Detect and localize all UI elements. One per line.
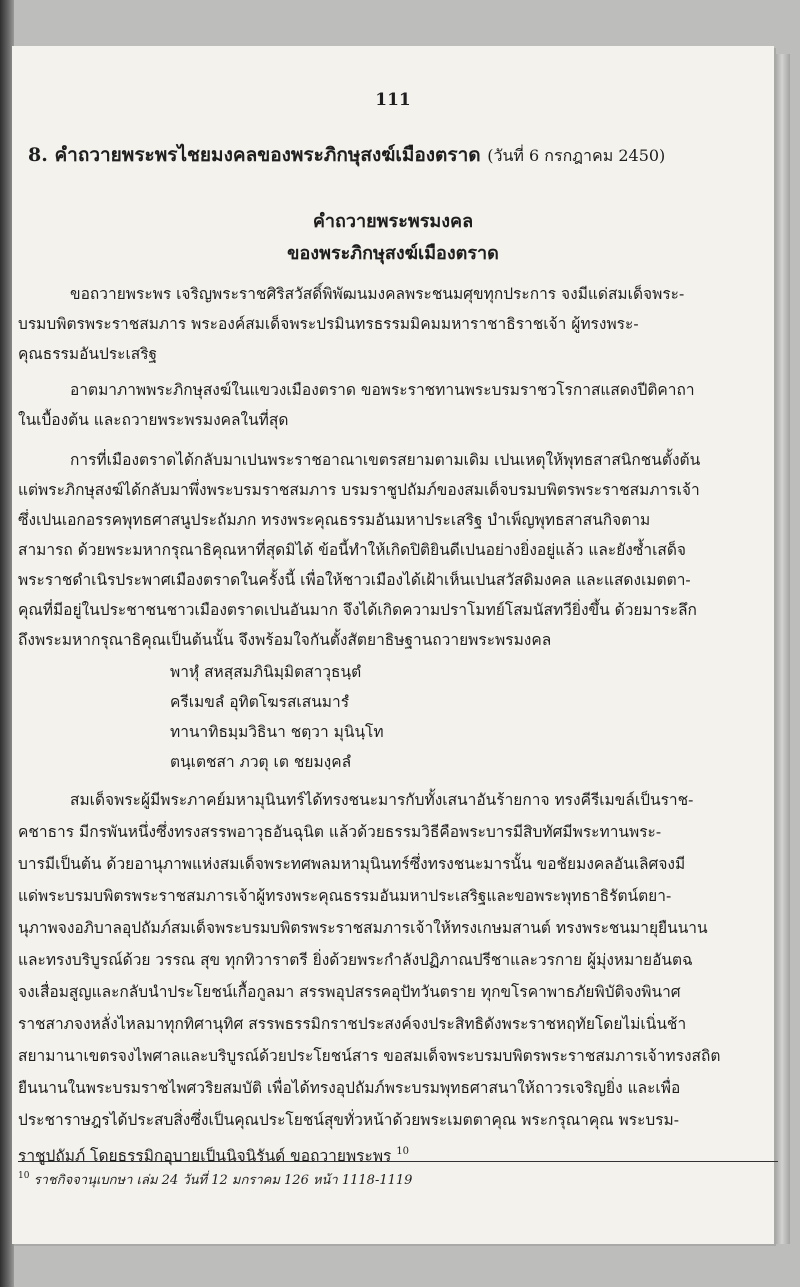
closing-line: ยืนนานในพระบรมราชไพศวริยสมบัติ เพื่อได้ทรงอุปถัมภ์พระบรมพุทธศาสนาให้ถาวรเจริญยิ่ง และเพื่อ [18, 1079, 681, 1097]
body-line: ซึ่งเปนเอกอรรคพุทธศาสนูประถัมภก ทรงพระคุณธรรมอันมหาประเสริฐ บำเพ็ญพุทธสาสนกิจตาม [18, 511, 651, 529]
body-line: แต่พระภิกษุสงฆ์ได้กลับมาพึ่งพระบรมราชสมภาร บรมราชูปถัมภ์ของสมเด็จบรมบพิตรพระราชสมภารเจ้า [18, 481, 700, 499]
body-line: ในเบื้องต้น และถวายพระพรมงคลในที่สุด [18, 411, 289, 429]
body-line: คุณธรรมอันประเสริฐ [18, 345, 158, 363]
section-heading [28, 140, 665, 170]
footnote-text: ราชกิจจานุเบกษา เล่ม 24 วันที่ 12 มกราคม 126 หน้า 1118-1119 [33, 1173, 413, 1188]
section-date: (วันที่ 6 กรกฎาคม 2450) [487, 146, 666, 165]
body-line: ถึงพระมหากรุณาธิคุณเป็นต้นนั้น จึงพร้อมใจกันตั้งสัตยาธิษฐานถวายพระพรมงคล [18, 631, 552, 649]
closing-line: ประชาราษฎรได้ประสบสิ่งซึ่งเป็นคุณประโยชน์สุขทั่วหน้าด้วยพระเมตตาคุณ พระกรุณาคุณ พระบรม- [18, 1111, 680, 1129]
closing-line: บารมีเป็นต้น ด้วยอานุภาพแห่งสมเด็จพระทศพลมหามุนินทร์ซึ่งทรงชนะมารนั้น ขอชัยมงคลอันเลิศจงมี [18, 855, 686, 873]
verse-line: ทานาทิธมฺมวิธินา ชตฺวา มุนินฺโท [170, 723, 384, 741]
verse-line: ครีเมขลํ อุทิตโฆรสเสนมารํ [170, 693, 350, 711]
body-line: คุณที่มีอยู่ในประชาชนชาวเมืองตราดเปนอันมาก จึงได้เกิดความปราโมทย์โสมนัสทวียิ่งขึ้น ด้วยมาระลึก [18, 601, 697, 619]
page-number: 111 [375, 90, 411, 110]
verse-line: พาหุํ สหสฺสมภินิมฺมิตสาวุธนฺตํ [170, 663, 362, 681]
body-line: การที่เมืองตราดได้กลับมาเปนพระราชอาณาเขตรสยามตามเดิม เปนเหตุให้พุทธสาสนิกชนตั้งต้น [70, 451, 701, 469]
body-line: อาตมาภาพพระภิกษุสงฆ์ในแขวงเมืองตราด ขอพระราชทานพระบรมราชวโรกาสแสดงปีติคาถา [70, 381, 695, 399]
document-page [12, 46, 774, 1244]
closing-line: แด่พระบรมบพิตรพระราชสมภารเจ้าผู้ทรงพระคุณธรรมอันมหาประเสริฐและขอพระพุทธาธิรัตน์ตยา- [18, 887, 672, 905]
footnote-number: 10 [18, 1171, 30, 1181]
closing-line: สมเด็จพระผู้มีพระภาคย์มหามุนินทร์ได้ทรงชนะมารกับทั้งเสนาอันร้ายกาจ ทรงคีรีเมขล์เป็นราช- [70, 791, 694, 809]
section-title: 8. คำถวายพระพรไชยมงคลของพระภิกษุสงฆ์เมืองตราด [28, 144, 481, 166]
subtitle-line-1: คำถวายพระพรมงคล [312, 211, 474, 232]
closing-line: คชาธาร มีกรพันหนึ่งซึ่งทรงสรรพอาวุธอันฉุนิต แล้วด้วยธรรมวิธีคือพระบารมีสิบทัศมีพระทานพระ- [18, 823, 662, 841]
closing-line: จงเสื่อมสูญและกลับนำประโยชน์เกื้อกูลมา สรรพอุปสรรคอุปัทวันตราย ทุกขโรคาพาธภัยพิบัติจงพินาศ [18, 983, 681, 1001]
closing-line: นุภาพจงอภิบาลอุปถัมภ์สมเด็จพระบรมบพิตรพระราชสมภารเจ้าให้ทรงเกษมสานต์ ทรงพระชนมายุยืนนาน [18, 919, 708, 937]
body-line: พระราชดำเนิรประพาศเมืองตราดในครั้งนี้ เพื่อให้ชาวเมืองได้เฝ้าเห็นเปนสวัสดิมงคล และแสดงเมตตา- [18, 571, 691, 589]
body-line: ขอถวายพระพร เจริญพระราชศิริสวัสดิ์พิพัฒนมงคลพระชนมศุขทุกประการ จงมีแด่สมเด็จพระ- [70, 285, 685, 303]
body-line: บรมบพิตรพระราชสมภาร พระองค์สมเด็จพระปรมินทรธรรมมิคมมหาราชาธิราชเจ้า ผู้ทรงพระ- [18, 315, 639, 333]
closing-line [18, 1142, 409, 1166]
page-edge [774, 54, 790, 1244]
subtitle-line-2: ของพระภิกษุสงฆ์เมืองตราด [287, 243, 499, 264]
closing-line: และทรงบริบูรณ์ด้วย วรรณ สุข ทุกทิวาราตรี ยิ่งด้วยพระกำลังปฏิภาณปรีชาและวรกาย ผู้มุ่งหมายอันตฉ [18, 951, 693, 969]
closing-line: สยามานาเขตรจงไพศาลและบริบูรณ์ด้วยประโยชน์สาร ขอสมเด็จพระบรมบพิตรพระราชสมภารเจ้าทรงสถิต [18, 1047, 721, 1065]
closing-line: ราชสาภจงหลั่งไหลมาทุกทิศานุทิศ สรรพธรรมิกราชประสงค์จงประสิทธิดังพระราชหฤทัยโดยไม่เนิ่นช้า [18, 1015, 687, 1033]
footnote-reference: 10 [396, 1146, 410, 1157]
closing-line-text: ราชูปถัมภ์ โดยธรรมิกอุบายเป็นนิจนิรันด์ ขอถวายพระพร [18, 1147, 392, 1165]
body-line: สามารถ ด้วยพระมหากรุณาธิคุณหาที่สุดมิได้ ข้อนี้ทำให้เกิดปิติยินดีเปนอย่างยิ่งอยู่แล้ว และยังซ้ำเสด็จ [18, 541, 687, 559]
footnote-divider [18, 1161, 778, 1162]
footnote [18, 1169, 412, 1190]
verse-line: ตนฺเตชสา ภวตุ เต ชยมงฺคลํ [170, 753, 352, 771]
